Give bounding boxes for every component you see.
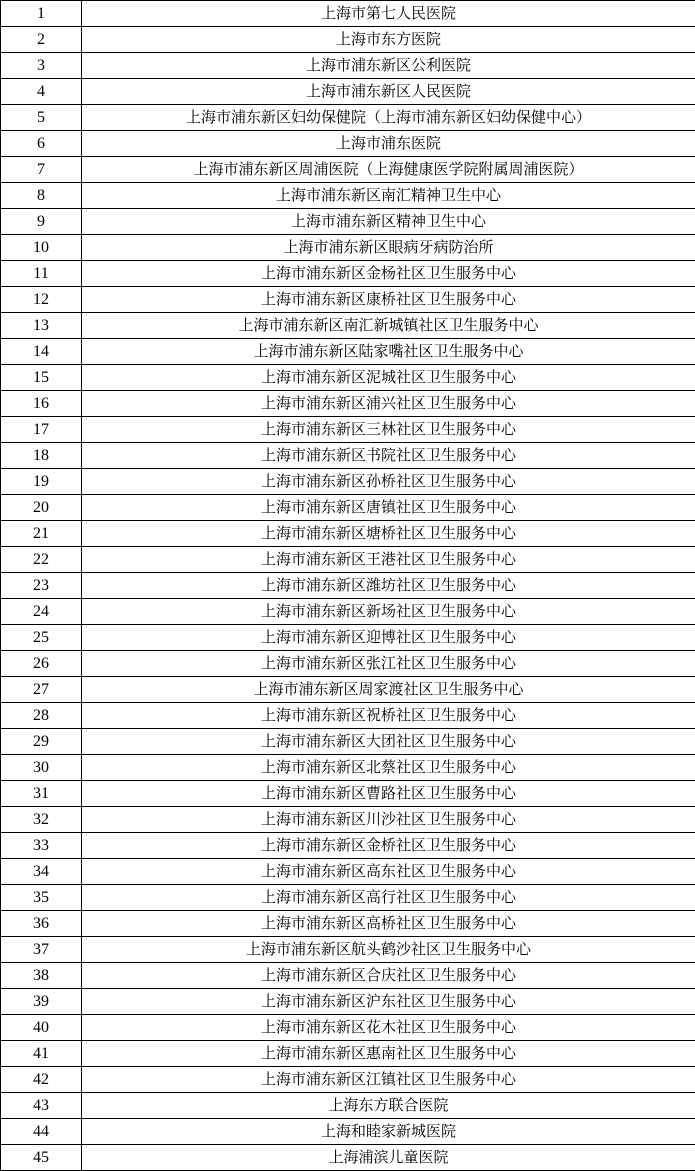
table-row xyxy=(1,131,695,157)
table-row xyxy=(1,573,695,599)
row-number-cell: 39 xyxy=(1,989,82,1015)
table-row xyxy=(1,1067,695,1093)
institution-name-cell: 上海市浦东新区孙桥社区卫生服务中心 xyxy=(82,469,695,495)
institution-name-cell: 上海市浦东新区新场社区卫生服务中心 xyxy=(82,599,695,625)
table-row xyxy=(1,235,695,261)
row-number-cell: 9 xyxy=(1,209,82,235)
row-number-cell: 35 xyxy=(1,885,82,911)
table-row xyxy=(1,963,695,989)
institution-name-cell: 上海市浦东新区北蔡社区卫生服务中心 xyxy=(82,755,695,781)
row-number-cell: 33 xyxy=(1,833,82,859)
table-row xyxy=(1,781,695,807)
row-number-cell: 2 xyxy=(1,27,82,53)
table-row xyxy=(1,1,695,27)
table-body xyxy=(1,1,695,1171)
institution-name-cell: 上海市浦东新区公利医院 xyxy=(82,53,695,79)
table-row xyxy=(1,27,695,53)
row-number-cell: 45 xyxy=(1,1145,82,1171)
row-number-cell: 44 xyxy=(1,1119,82,1145)
table-row xyxy=(1,703,695,729)
institution-name-cell: 上海市浦东新区眼病牙病防治所 xyxy=(82,235,695,261)
institution-name-cell: 上海市浦东新区大团社区卫生服务中心 xyxy=(82,729,695,755)
table-row xyxy=(1,443,695,469)
table-row xyxy=(1,183,695,209)
row-number-cell: 37 xyxy=(1,937,82,963)
institution-name-cell: 上海市浦东新区川沙社区卫生服务中心 xyxy=(82,807,695,833)
row-number-cell: 5 xyxy=(1,105,82,131)
institution-name-cell: 上海和睦家新城医院 xyxy=(82,1119,695,1145)
table-row xyxy=(1,1015,695,1041)
institution-name-cell: 上海市浦东新区曹路社区卫生服务中心 xyxy=(82,781,695,807)
row-number-cell: 17 xyxy=(1,417,82,443)
institution-name-cell: 上海市浦东新区张江社区卫生服务中心 xyxy=(82,651,695,677)
row-number-cell: 38 xyxy=(1,963,82,989)
institution-name-cell: 上海市浦东新区塘桥社区卫生服务中心 xyxy=(82,521,695,547)
institution-name-cell: 上海市浦东新区唐镇社区卫生服务中心 xyxy=(82,495,695,521)
institution-name-cell: 上海市浦东新区潍坊社区卫生服务中心 xyxy=(82,573,695,599)
row-number-cell: 16 xyxy=(1,391,82,417)
row-number-cell: 12 xyxy=(1,287,82,313)
institution-name-cell: 上海市浦东新区高桥社区卫生服务中心 xyxy=(82,911,695,937)
table-row xyxy=(1,313,695,339)
table-row xyxy=(1,365,695,391)
table-row xyxy=(1,729,695,755)
institution-name-cell: 上海市浦东新区金杨社区卫生服务中心 xyxy=(82,261,695,287)
table-row xyxy=(1,417,695,443)
table-row xyxy=(1,651,695,677)
institution-name-cell: 上海市浦东新区周家渡社区卫生服务中心 xyxy=(82,677,695,703)
institution-name-cell: 上海市浦东新区祝桥社区卫生服务中心 xyxy=(82,703,695,729)
row-number-cell: 31 xyxy=(1,781,82,807)
institution-name-cell: 上海市浦东新区高行社区卫生服务中心 xyxy=(82,885,695,911)
table-row xyxy=(1,469,695,495)
institution-name-cell: 上海市第七人民医院 xyxy=(82,1,695,27)
row-number-cell: 34 xyxy=(1,859,82,885)
institution-name-cell: 上海市浦东新区合庆社区卫生服务中心 xyxy=(82,963,695,989)
row-number-cell: 32 xyxy=(1,807,82,833)
row-number-cell: 23 xyxy=(1,573,82,599)
institution-name-cell: 上海市浦东新区人民医院 xyxy=(82,79,695,105)
institution-name-cell: 上海东方联合医院 xyxy=(82,1093,695,1119)
institution-name-cell: 上海市浦东新区迎博社区卫生服务中心 xyxy=(82,625,695,651)
table-row xyxy=(1,677,695,703)
table-row xyxy=(1,287,695,313)
row-number-cell: 30 xyxy=(1,755,82,781)
row-number-cell: 18 xyxy=(1,443,82,469)
row-number-cell: 42 xyxy=(1,1067,82,1093)
institution-name-cell: 上海市浦东新区高东社区卫生服务中心 xyxy=(82,859,695,885)
table-row xyxy=(1,885,695,911)
table-row xyxy=(1,209,695,235)
table-row xyxy=(1,261,695,287)
institution-name-cell: 上海市浦东新区花木社区卫生服务中心 xyxy=(82,1015,695,1041)
table-row xyxy=(1,53,695,79)
table-row xyxy=(1,547,695,573)
institution-name-cell: 上海市浦东新区书院社区卫生服务中心 xyxy=(82,443,695,469)
table-row xyxy=(1,1119,695,1145)
institution-name-cell: 上海市浦东新区周浦医院（上海健康医学院附属周浦医院） xyxy=(82,157,695,183)
row-number-cell: 10 xyxy=(1,235,82,261)
table-row xyxy=(1,755,695,781)
institution-name-cell: 上海市浦东新区航头鹤沙社区卫生服务中心 xyxy=(82,937,695,963)
institution-name-cell: 上海市浦东新区江镇社区卫生服务中心 xyxy=(82,1067,695,1093)
row-number-cell: 11 xyxy=(1,261,82,287)
institution-name-cell: 上海市浦东新区南汇精神卫生中心 xyxy=(82,183,695,209)
institution-name-cell: 上海市浦东新区南汇新城镇社区卫生服务中心 xyxy=(82,313,695,339)
table-row xyxy=(1,937,695,963)
institution-name-cell: 上海市东方医院 xyxy=(82,27,695,53)
table-row xyxy=(1,911,695,937)
row-number-cell: 40 xyxy=(1,1015,82,1041)
row-number-cell: 29 xyxy=(1,729,82,755)
institution-name-cell: 上海市浦东新区金桥社区卫生服务中心 xyxy=(82,833,695,859)
institution-name-cell: 上海市浦东新区王港社区卫生服务中心 xyxy=(82,547,695,573)
table-row xyxy=(1,339,695,365)
table-row xyxy=(1,1041,695,1067)
table-row xyxy=(1,807,695,833)
row-number-cell: 21 xyxy=(1,521,82,547)
row-number-cell: 28 xyxy=(1,703,82,729)
table-row xyxy=(1,625,695,651)
row-number-cell: 26 xyxy=(1,651,82,677)
row-number-cell: 14 xyxy=(1,339,82,365)
institution-name-cell: 上海市浦东新区妇幼保健院（上海市浦东新区妇幼保健中心） xyxy=(82,105,695,131)
row-number-cell: 24 xyxy=(1,599,82,625)
institution-name-cell: 上海市浦东新区沪东社区卫生服务中心 xyxy=(82,989,695,1015)
table-row xyxy=(1,833,695,859)
row-number-cell: 1 xyxy=(1,1,82,27)
row-number-cell: 22 xyxy=(1,547,82,573)
institution-name-cell: 上海市浦东新区泥城社区卫生服务中心 xyxy=(82,365,695,391)
table-row xyxy=(1,1145,695,1171)
table-row xyxy=(1,521,695,547)
row-number-cell: 41 xyxy=(1,1041,82,1067)
row-number-cell: 25 xyxy=(1,625,82,651)
institution-name-cell: 上海市浦东新区陆家嘴社区卫生服务中心 xyxy=(82,339,695,365)
row-number-cell: 15 xyxy=(1,365,82,391)
row-number-cell: 13 xyxy=(1,313,82,339)
table-row xyxy=(1,495,695,521)
table-row xyxy=(1,859,695,885)
table-row xyxy=(1,599,695,625)
row-number-cell: 19 xyxy=(1,469,82,495)
institution-name-cell: 上海市浦东医院 xyxy=(82,131,695,157)
row-number-cell: 3 xyxy=(1,53,82,79)
row-number-cell: 36 xyxy=(1,911,82,937)
institution-name-cell: 上海浦滨儿童医院 xyxy=(82,1145,695,1171)
table-row xyxy=(1,105,695,131)
institution-name-cell: 上海市浦东新区浦兴社区卫生服务中心 xyxy=(82,391,695,417)
institution-name-cell: 上海市浦东新区精神卫生中心 xyxy=(82,209,695,235)
row-number-cell: 20 xyxy=(1,495,82,521)
table-row xyxy=(1,157,695,183)
table-row xyxy=(1,79,695,105)
row-number-cell: 27 xyxy=(1,677,82,703)
row-number-cell: 8 xyxy=(1,183,82,209)
row-number-cell: 43 xyxy=(1,1093,82,1119)
table-row xyxy=(1,1093,695,1119)
table-row xyxy=(1,391,695,417)
institution-name-cell: 上海市浦东新区惠南社区卫生服务中心 xyxy=(82,1041,695,1067)
institution-name-cell: 上海市浦东新区三林社区卫生服务中心 xyxy=(82,417,695,443)
row-number-cell: 4 xyxy=(1,79,82,105)
row-number-cell: 7 xyxy=(1,157,82,183)
institution-name-cell: 上海市浦东新区康桥社区卫生服务中心 xyxy=(82,287,695,313)
row-number-cell: 6 xyxy=(1,131,82,157)
table-row xyxy=(1,989,695,1015)
